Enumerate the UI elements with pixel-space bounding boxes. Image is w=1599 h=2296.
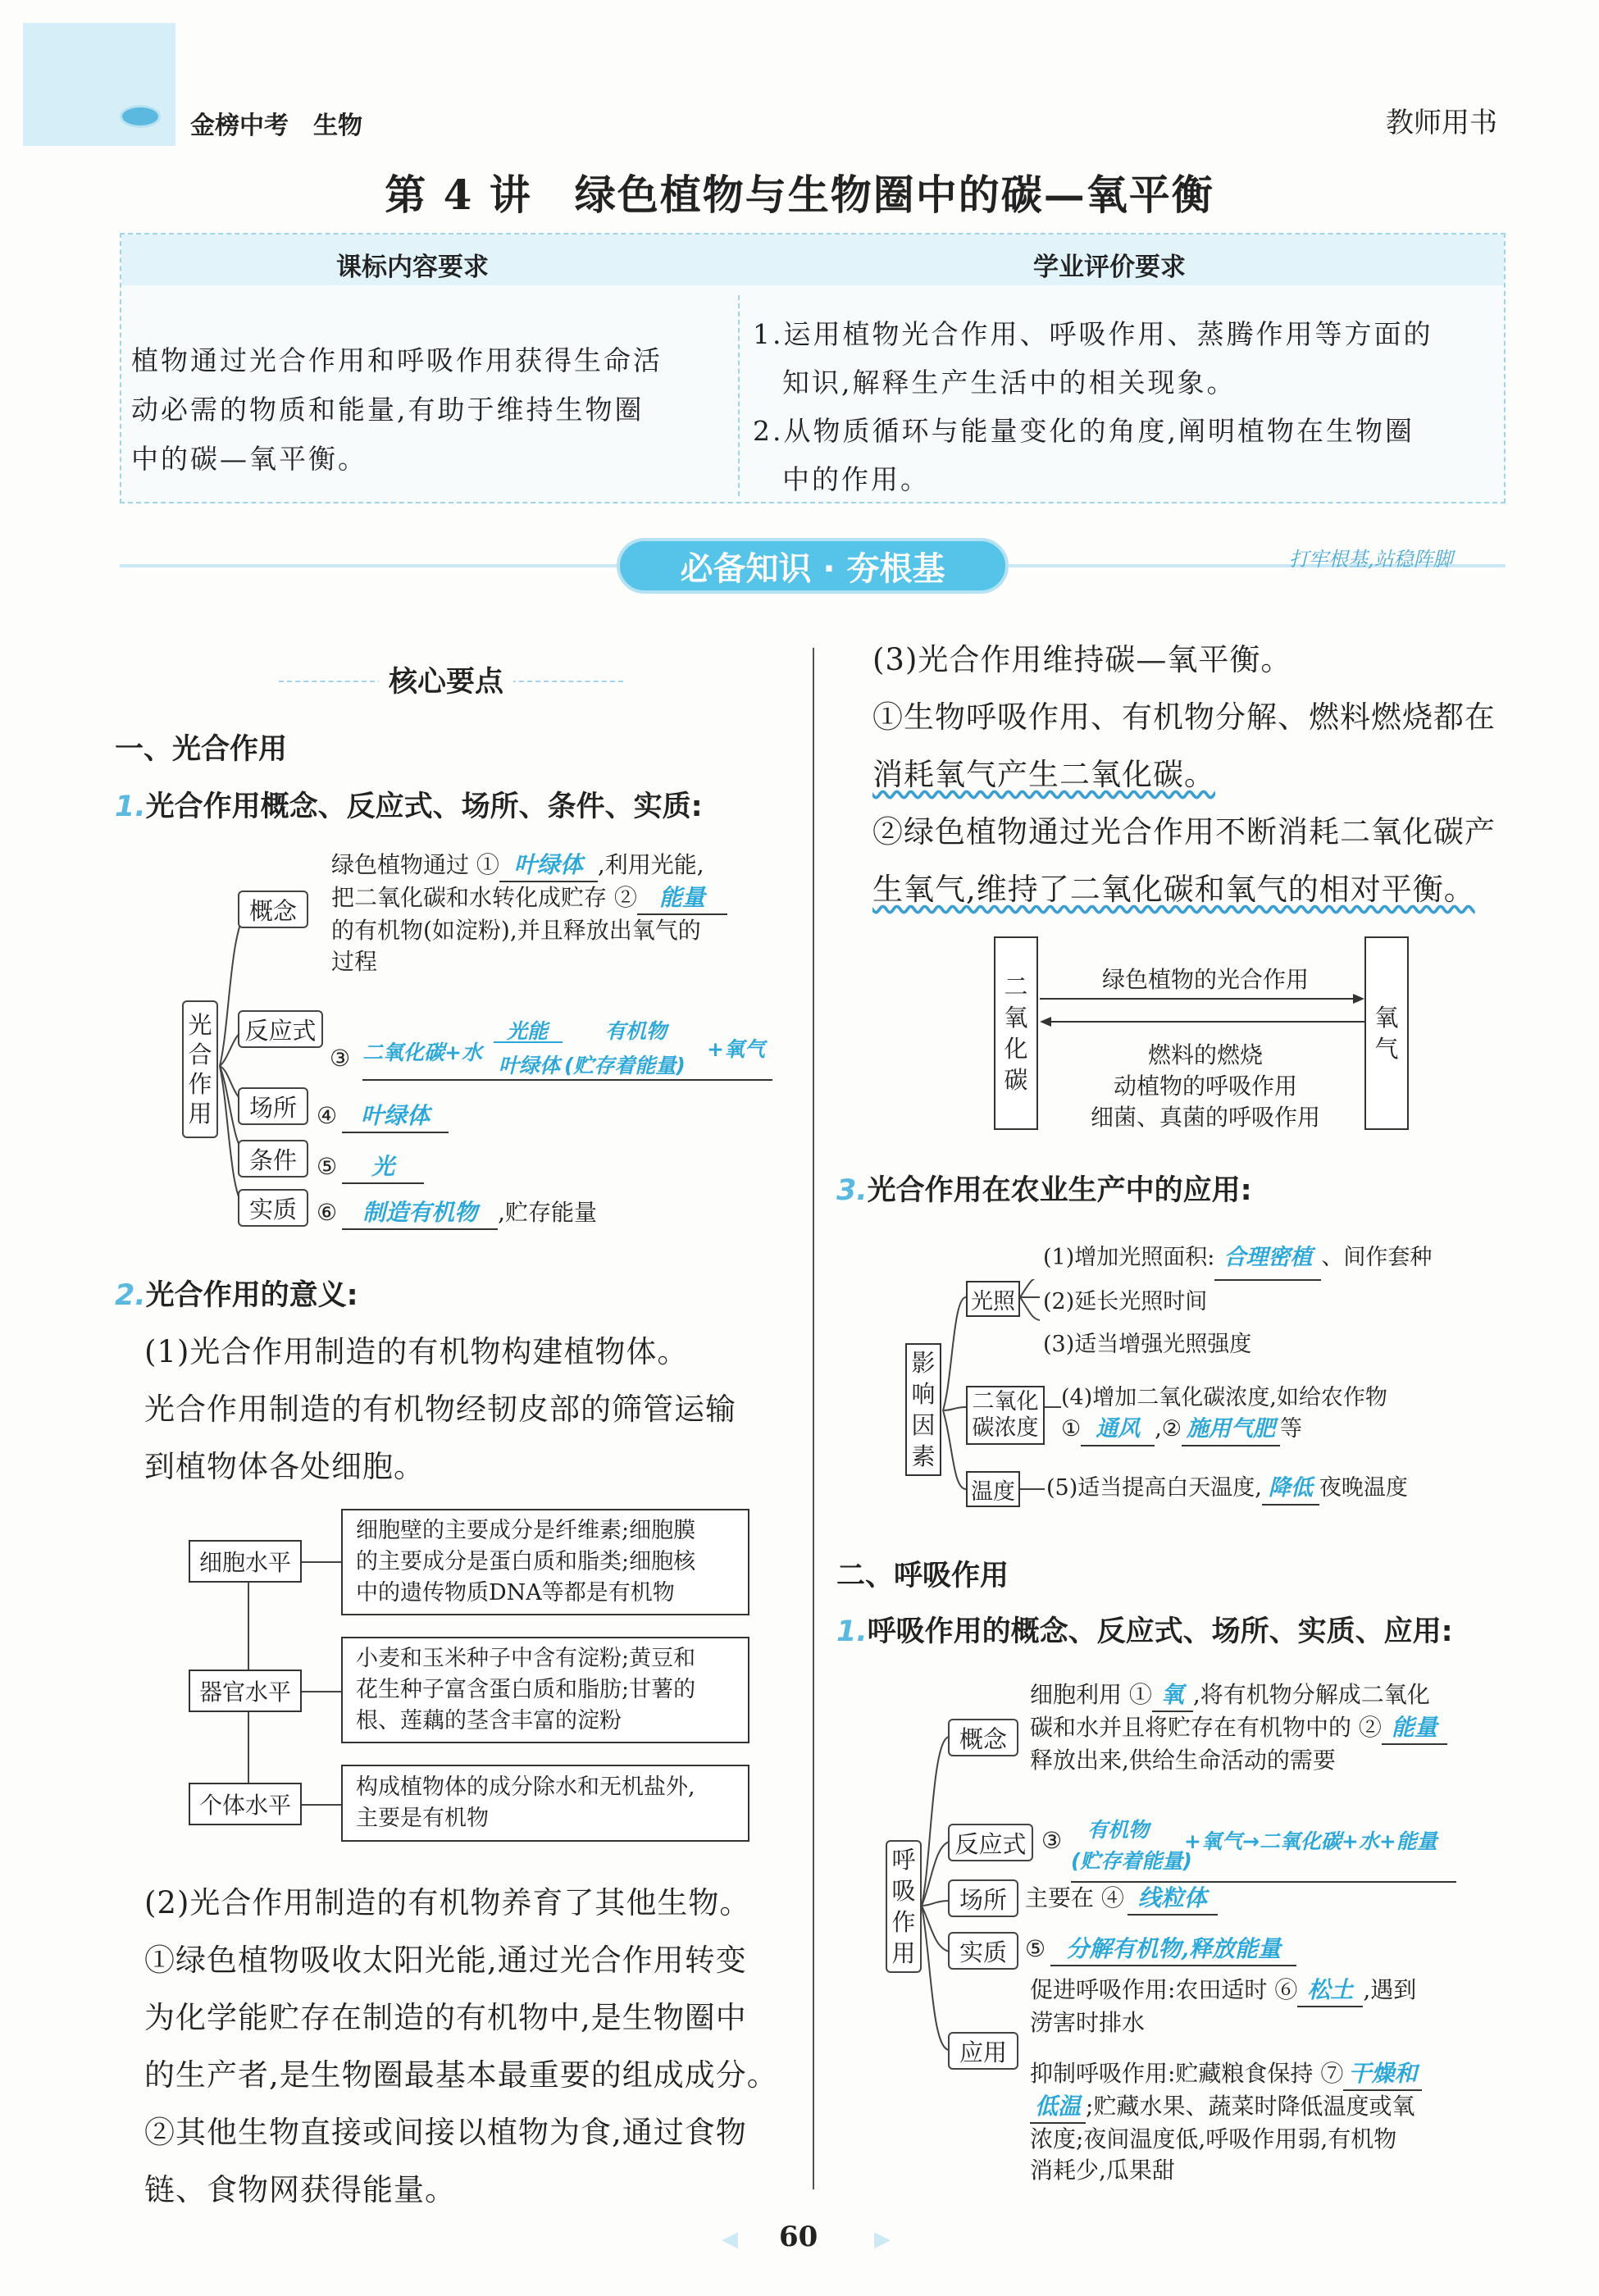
d1-place-label: 场所 [238,1087,308,1125]
d4-root: 影 响 因 素 [905,1343,941,1476]
d4-light: 光照 [966,1281,1020,1317]
d1-equation-num: ③ [330,1045,351,1072]
significance-text: (1)光合作用制造的有机物构建植物体。 光合作用制造的有机物经韧皮部的筛管运输 到植物体各处细胞。 [144,1334,736,1484]
d3-o2-box: 氧 气 [1364,936,1409,1130]
requirements-left-text: 植物通过光合作用和呼吸作用获得生命活 动必需的物质和能量,有助于维持生物圈 中的碳—氧平衡。 [131,344,663,475]
requirements-header-bar [121,235,1504,285]
d4-co2: 二氧化 碳浓度 [966,1386,1045,1445]
header-book-type: 教师用书 [1386,107,1497,139]
d1-concept-text: 绿色植物通过 ① 叶绿体 ,利用光能, 把二氧化碳和水转化成贮存 ② 能量 的有机物(如淀粉),并且释放出氧气的 过程 [331,850,727,977]
d5-place: 主要在 ④ 线粒体 [1025,1883,1218,1916]
requirements-left-head: 课标内容要求 [336,253,489,282]
section-banner: 必备知识 · 夯根基 [617,538,1009,594]
significance-text-2: (2)光合作用制造的有机物养育了其他生物。 [144,1885,751,1920]
page-title: 第 4 讲 绿色植物与生物圈中的碳—氧平衡 [385,171,1214,219]
header-bg [23,23,175,146]
requirements-right-text: 1.运用植物光合作用、呼吸作用、蒸腾作用等方面的 知识,解释生产生活中的相关现象。 2.从物质循环与能量变化的角度,阐明植物在生物圈 中的作用。 [753,318,1433,495]
d3-bottom-labels: 燃料的燃烧 动植物的呼吸作用 细菌、真菌的呼吸作用 [1090,1041,1320,1131]
d1-concept-label: 概念 [238,891,308,928]
d1-equation-label: 反应式 [238,1010,323,1048]
d5-equation: 有机物 (贮存着能量) +氧气→二氧化碳+水+能量 [1071,1814,1456,1883]
d5-concept-label: 概念 [948,1719,1018,1756]
d1-bracket [213,902,254,1230]
core-points-title: 核心要点 [379,659,513,700]
column-divider [813,648,814,2189]
d5-essence-label: 实质 [948,1932,1018,1970]
d2-text1: 细胞壁的主要成分是纤维素;细胞膜 的主要成分是蛋白质和脂类;细胞核 中的遗传物质DNA等都是有机物 [341,1509,749,1615]
d5-equation-num: ③ [1041,1827,1063,1854]
d4-temp: 温度 [966,1471,1020,1507]
logo-icon [120,105,161,128]
banner-slogan: 打牢根基,站稳阵脚 [1289,548,1453,571]
d4-light-items: (1)增加光照面积: 合理密植 、间作套种 (2)延长光照时间 (3)适当增强光照强度 [1043,1237,1432,1366]
d1-condition: ⑤ 光 [317,1151,424,1184]
section-respiration: 二、呼吸作用 [836,1560,1009,1592]
page-number: 60 [779,2221,818,2253]
d1-place: ④ 叶绿体 [317,1100,449,1133]
d3-arrows [1038,984,1366,1033]
section-photosynthesis: 一、光合作用 [115,733,288,766]
q1-heading: 1.光合作用概念、反应式、场所、条件、实质: [115,790,703,823]
q3-heading: 3.光合作用在农业生产中的应用: [836,1174,1252,1207]
d1-essence-label: 实质 [238,1189,308,1227]
d5-concept-text: 细胞利用 ① 氧 ,将有机物分解成二氧化 碳和水并且将贮存在有机物中的 ② 能量 释放出来,供给生命活动的需要 [1030,1679,1447,1776]
d5-equation-label: 反应式 [948,1824,1033,1861]
d1-essence: ⑥ 制造有机物 ,贮存能量 [317,1197,597,1230]
requirements-right-head: 学业评价要求 [1033,253,1186,282]
d5-application-text: 促进呼吸作用:农田适时 ⑥ 松土 ,遇到 涝害时排水 抑制呼吸作用:贮藏粮食保持 ⑦ 干燥和 低温 ;贮藏水果、蔬菜时降低温度或氧 浓度;夜间温度低,呼吸作用弱,有机物 消耗少,瓜果甜 [1030,1975,1422,2186]
d1-root-box: 光 合 作 用 [182,1000,218,1138]
d3-co2-box: 二 氧 化 碳 [994,936,1038,1130]
d2-text3: 构成植物体的成分除水和无机盐外, 主要是有机物 [341,1765,749,1842]
d5-essence: ⑤ 分解有机物,释放能量 [1025,1934,1296,1966]
d1-equation: 二氧化碳+水 光能 叶绿体 有机物 (贮存着能量) +氧气 [362,1015,772,1081]
d2-level3: 个体水平 [189,1783,302,1825]
d3-top-label: 绿色植物的光合作用 [1102,966,1310,993]
significance-text-3: ①绿色植物吸收太阳光能,通过光合作用转变 为化学能贮存在制造的有机物中,是生物圈中 的生产者,是生物圈最基本最重要的组成成分。 ②其他生物直接或间接以植物为食,通过食物 链、食物网获得能量。 [144,1943,778,2207]
d5-application-label: 应用 [948,2032,1018,2070]
d1-condition-label: 条件 [238,1140,308,1178]
d5-place-label: 场所 [948,1879,1018,1917]
header-brand: 金榜中考 生物 [190,112,362,140]
d2-level1: 细胞水平 [189,1540,302,1583]
q4-heading: 1.呼吸作用的概念、反应式、场所、实质、应用: [836,1615,1453,1648]
prev-page-icon[interactable]: ◀ [722,2227,738,2252]
next-page-icon[interactable]: ▶ [874,2227,891,2252]
d2-level2: 器官水平 [189,1670,302,1712]
carbon-oxygen-text: (3)光合作用维持碳—氧平衡。 ①生物呼吸作用、有机物分解、燃料燃烧都在 消耗氧气产生二氧化碳。 ②绿色植物通过光合作用不断消耗二氧化碳产 生氧气,维持了二氧化碳和氧气的相对平衡。 [872,642,1496,907]
d5-root: 呼 吸 作 用 [886,1840,922,1973]
requirements-divider [738,295,740,496]
d4-temp-item: (5)适当提高白天温度, 降低 夜晚温度 [1046,1473,1408,1506]
d2-text2: 小麦和玉米种子中含有淀粉;黄豆和 花生种子富含蛋白质和脂肪;甘薯的 根、莲藕的茎含丰富的淀粉 [341,1637,749,1743]
d4-co2-items: (4)增加二氧化碳浓度,如给农作物 ① 通风 ,② 施用气肥 等 [1061,1383,1387,1446]
q2-heading: 2.光合作用的意义: [115,1279,358,1312]
